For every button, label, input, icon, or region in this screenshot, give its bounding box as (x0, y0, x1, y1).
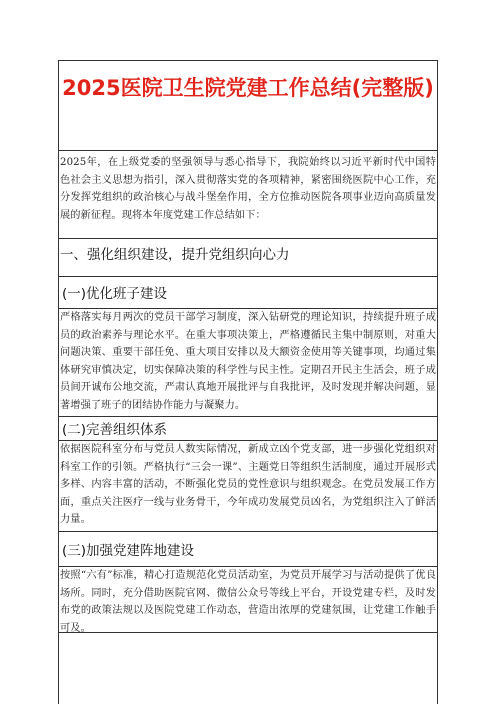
subsection-body: 依据医院科室分布与党员人数实际情况，新成立凶个党支部，进一步强化党组织对科室工作的引领。严格执行“三会一课”、主题党日等组织生活制度，通过开展形式多样、内容丰富的活动，不断强化党员的党性意识与组织观念。在党员发展工作方面，重点关注医疗一线与业务骨干，今年成功发展党员凶名，为党组织注入了鲜活力量。 (60, 444, 436, 526)
intro-paragraph: 2025年，在上级党委的坚强领导与悉心指导下，我院始终以习近平新时代中国特色社会主义思想为指引，深入贯彻落实党的各项精神，紧密围绕医院中心工作，充分发挥党组织的政治核心与战斗堡垒作用，全方位推动医院各项事业迈向高质量发展的新征程。现将本年度党建工作总结如下： (60, 157, 436, 221)
divider (58, 150, 438, 151)
divider (58, 276, 438, 277)
subsection-heading: (一)优化班子建设 (62, 286, 168, 302)
subsection-heading: (三)加强党建阵地建设 (62, 543, 195, 559)
subsection-heading: (二)完善组织体系 (62, 422, 168, 438)
subsection-body: 严格落实每月两次的党员干部学习制度，深入钻研党的理论知识，持续提升班子成员的政治素养与理论水平。在重大事项决策上，严格遵循民主集中制原则，对重大问题决策、重要干部任免、重大项目安排以及大额资金使用等关键事项，均通过集体研究审慎决定，切实保障决策的科学性与民主性。定期召开民主生活会，班子成员间开诚布公地交流，严肃认真地开展批评与自我批评，及时发现并解决问题，显著增强了班子的团结协作能力与凝聚力。 (60, 312, 436, 411)
document-title: 2025医院卫生院党建工作总结(完整版) (62, 76, 434, 100)
divider (58, 238, 438, 239)
section-heading: 一、强化组织建设，提升党组织向心力 (60, 247, 290, 263)
subsection-body: 按照“六有”标准，精心打造规范化党员活动室，为党员开展学习与活动提供了优良场所。同时，充分借助医院官网、微信公众号等线上平台，开设党建专栏，及时发布党的政策法规以及医院党建工作动态，营造出浓厚的党建氛围，让党建工作触手可及。 (60, 570, 436, 634)
divider (58, 416, 438, 417)
divider (58, 531, 438, 532)
